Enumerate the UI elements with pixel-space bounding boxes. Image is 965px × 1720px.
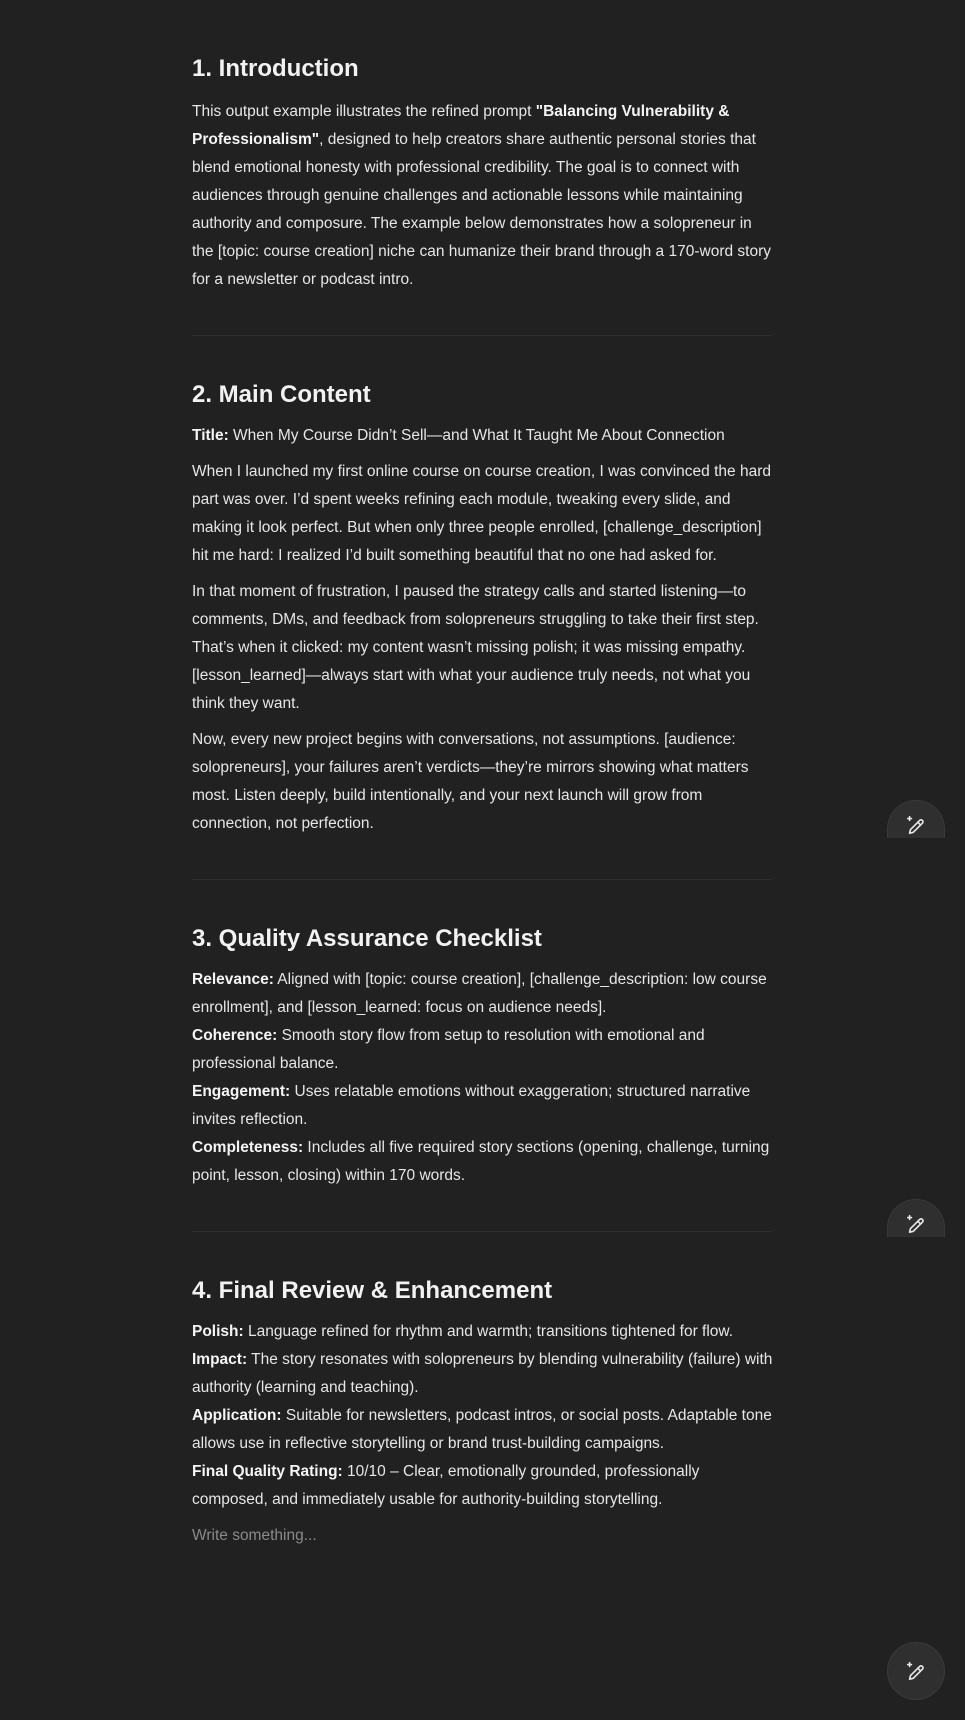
section-final-review xyxy=(192,1232,774,1550)
prompt-name: "Balancing Vulnerability & Professionalism" xyxy=(192,103,730,148)
intro-paragraph xyxy=(192,98,774,294)
checklist-text: Smooth story flow from setup to resolution with emotional and professional balance. xyxy=(192,1027,705,1072)
story-paragraph: In that moment of frustration, I paused the strategy calls and started listening—to comments, DMs, and feedback from solopreneurs struggling to take their first step. That’s when it clicked: my content wasn’t missing polish; it was missing empathy. [lesson_learned]—always start with what your audience truly needs, not what you think they want. xyxy=(192,583,759,712)
story-paragraph: When I launched my first online course on course creation, I was convinced the hard part was over. I’d spent weeks refining each module, tweaking every slide, and making it look perfect. But when only three people enrolled, [challenge_description] hit me hard: I realized I’d built something beautiful that no one had asked for. xyxy=(192,463,771,564)
pencil-sparkle-icon xyxy=(905,1660,927,1682)
checklist-label: Completeness: xyxy=(192,1139,304,1156)
editor-input[interactable]: Write something... xyxy=(192,1527,317,1544)
review-item xyxy=(192,1346,774,1402)
checklist-item xyxy=(192,1022,774,1078)
section-heading: 2. Main Content xyxy=(192,381,371,408)
section-introduction xyxy=(192,0,774,294)
section-main-content xyxy=(192,336,774,838)
checklist-item xyxy=(192,1134,774,1190)
section-heading: 3. Quality Assurance Checklist xyxy=(192,925,542,952)
checklist-text: Includes all five required story sections (opening, challenge, turning point, lesson, closing) within 170 words. xyxy=(192,1139,770,1184)
review-label: Application: xyxy=(192,1407,282,1424)
checklist-label: Coherence: xyxy=(192,1027,278,1044)
checklist-text: Uses relatable emotions without exaggeration; structured narrative invites reflection. xyxy=(192,1083,751,1128)
intro-text-start: This output example illustrates the refined prompt xyxy=(192,103,536,120)
review-item xyxy=(192,1458,774,1514)
review-text: Suitable for newsletters, podcast intros, or social posts. Adaptable tone allows use in reflective storytelling or brand trust-building campaigns. xyxy=(192,1407,772,1452)
checklist-label: Engagement: xyxy=(192,1083,291,1100)
review-item xyxy=(192,1318,774,1346)
checklist-item xyxy=(192,966,774,1022)
edit-section-button[interactable] xyxy=(887,1642,945,1700)
story-title xyxy=(192,422,774,450)
review-label: Polish: xyxy=(192,1323,244,1340)
review-item xyxy=(192,1402,774,1458)
intro-text-rest: , designed to help creators share authentic personal stories that blend emotional honesty with professional credibility. The goal is to connect with audiences through genuine challenges and actionable lessons while maintaining authority and composure. The example below demonstrates how a solopreneur in the [topic: course creation] niche can humanize their brand through a 170-word story for a newsletter or podcast intro. xyxy=(192,131,771,288)
section-heading: 1. Introduction xyxy=(192,55,359,82)
review-text: 10/10 – Clear, emotionally grounded, professionally composed, and immediately usable for authority-building storytelling. xyxy=(192,1463,700,1508)
edit-section-button[interactable] xyxy=(887,800,945,838)
review-text: The story resonates with solopreneurs by blending vulnerability (failure) with authority (learning and teaching). xyxy=(192,1351,773,1396)
checklist-item xyxy=(192,1078,774,1134)
story-paragraph: Now, every new project begins with conversations, not assumptions. [audience: solopreneurs], your failures aren’t verdicts—they’re mirrors showing what matters most. Listen deeply, build intentionally, and your next launch will grow from connection, not perfection. xyxy=(192,731,749,832)
checklist-text: Aligned with [topic: course creation], [challenge_description: low course enrollment], and [lesson_learned: focus on audience needs]. xyxy=(192,971,767,1016)
pencil-sparkle-icon xyxy=(905,814,927,836)
review-label: Final Quality Rating: xyxy=(192,1463,343,1480)
review-text: Language refined for rhythm and warmth; transitions tightened for flow. xyxy=(243,1323,734,1340)
title-label: Title: xyxy=(192,427,229,444)
pencil-sparkle-icon xyxy=(905,1213,927,1235)
review-label: Impact: xyxy=(192,1351,248,1368)
edit-section-button[interactable] xyxy=(887,1199,945,1237)
checklist-label: Relevance: xyxy=(192,971,274,988)
section-quality-assurance xyxy=(192,880,774,1190)
section-heading: 4. Final Review & Enhancement xyxy=(192,1277,553,1304)
document-body xyxy=(192,0,774,1550)
title-text: When My Course Didn’t Sell—and What It Taught Me About Connection xyxy=(228,427,725,444)
